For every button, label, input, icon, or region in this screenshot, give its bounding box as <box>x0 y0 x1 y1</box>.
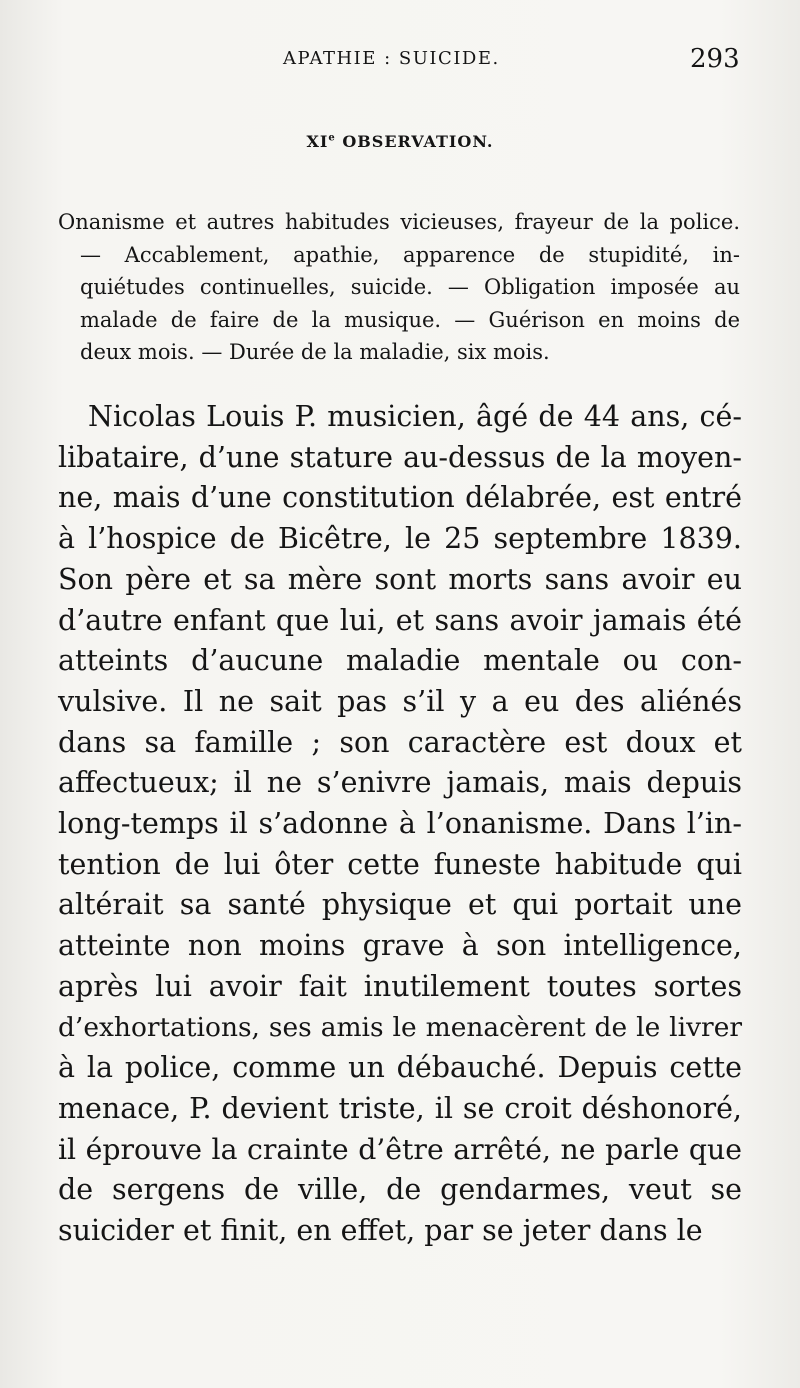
body-line: affectueux; il ne s’enivre jamais, mais depuis <box>58 766 742 800</box>
summary-line: deux mois. — Durée de la maladie, six mois. <box>80 340 550 364</box>
summary-line: Onanisme et autres habitudes vicieuses, frayeur de la police. <box>58 210 740 234</box>
body-line: d’exhortations, ses amis le menacèrent de le livrer <box>58 1011 742 1043</box>
body-line: Son père et sa mère sont morts sans avoir eu <box>58 562 742 596</box>
body-line: altérait sa santé physique et qui portait une <box>58 888 742 922</box>
summary-line: quiétudes continuelles, suicide. — Obligation imposée au <box>80 275 740 299</box>
body-line: atteinte non moins grave à son intelligence, <box>58 929 742 963</box>
observation-ordinal-suffix: e <box>328 132 336 144</box>
body-line: libataire, d’une stature au-dessus de la moyen- <box>58 440 742 474</box>
body-line: tention de lui ôter cette funeste habitude qui <box>58 847 742 881</box>
body-line: à la police, comme un débauché. Depuis cette <box>58 1051 742 1085</box>
body-line: de sergens de ville, de gendarmes, veut se <box>58 1173 742 1207</box>
body-line: long-temps il s’adonne à l’onanisme. Dans l’in- <box>58 807 742 841</box>
observation-title <box>0 132 800 151</box>
body-line: vulsive. Il ne sait pas s’il y a eu des aliénés <box>58 684 742 718</box>
summary-line: malade de faire de la musique. — Guérison en moins de <box>80 307 740 332</box>
body-line: Nicolas Louis P. musicien, âgé de 44 ans, cé- <box>88 400 742 433</box>
body-line: d’autre enfant que lui, et sans avoir jamais été <box>58 603 742 637</box>
body-line: atteints d’aucune maladie mentale ou con- <box>58 644 742 678</box>
body-line: à l’hospice de Bicêtre, le 25 septembre 1839. <box>58 522 742 556</box>
body-line: ne, mais d’une constitution délabrée, est entré <box>58 481 742 515</box>
observation-number: XI <box>306 132 329 151</box>
body-line: menace, P. devient triste, il se croit déshonoré, <box>58 1091 742 1125</box>
body-line: après lui avoir fait inutilement toutes sortes <box>58 969 742 1003</box>
summary-line: — Accablement, apathie, apparence de stupidité, in- <box>80 242 740 267</box>
body-line: suicider et finit, en effet, par se jeter dans le <box>58 1214 703 1248</box>
observation-label: OBSERVATION. <box>342 132 494 151</box>
body-line: dans sa famille ; son caractère est doux et <box>58 725 742 759</box>
body-line: il éprouve la crainte d’être arrêté, ne parle que <box>58 1132 742 1166</box>
body-paragraph <box>58 397 742 1252</box>
page-number: 293 <box>690 44 740 74</box>
page-header <box>0 44 800 84</box>
running-head: APATHIE : SUICIDE. <box>283 48 500 69</box>
observation-summary <box>58 206 740 369</box>
